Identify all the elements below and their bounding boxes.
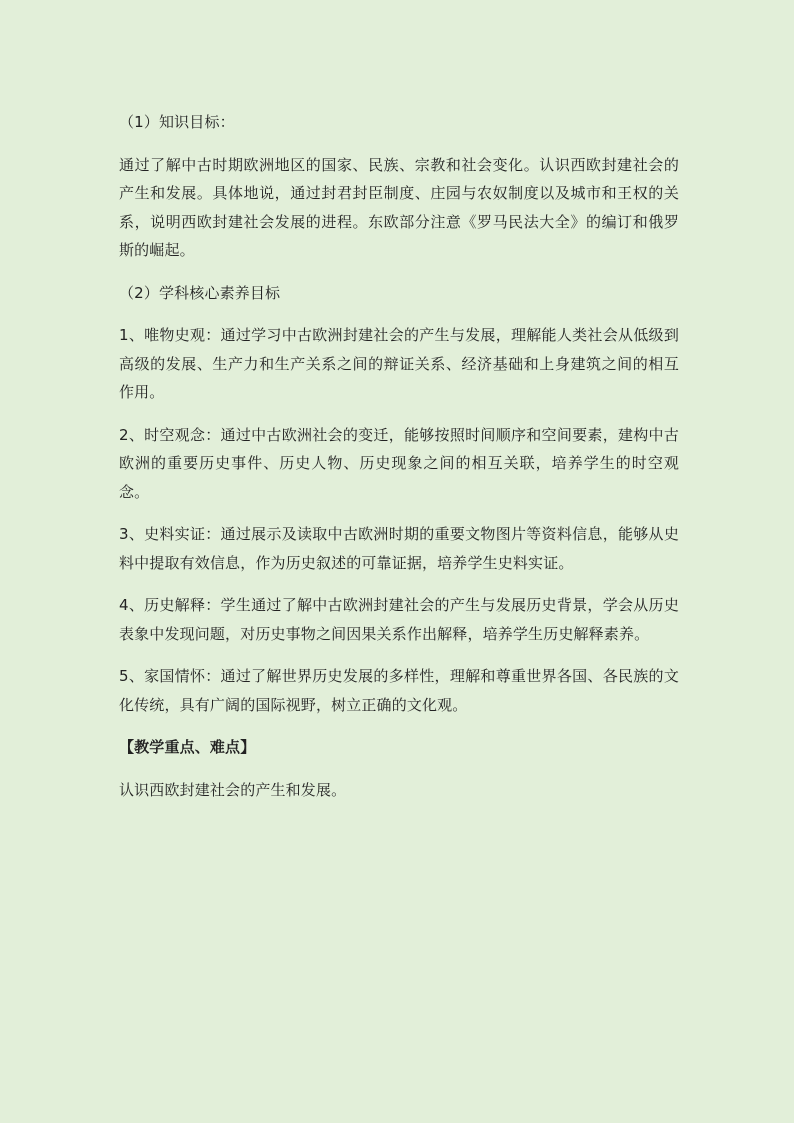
core-literacy-item-interpretation: 4、历史解释：学生通过了解中古欧洲封建社会的产生与发展历史背景，学会从历史表象中发现问题，对历史事物之间因果关系作出解释，培养学生历史解释素养。 <box>119 596 679 643</box>
key-points-text: 认识西欧封建社会的产生和发展。 <box>119 780 347 799</box>
knowledge-objective-text: 通过了解中古时期欧洲地区的国家、民族、宗教和社会变化。认识西欧封建社会的产生和发展。具体地说，通过封君封臣制度、庄园与农奴制度以及城市和王权的关系，说明西欧封建社会发展的进程。东欧部分注意《罗马民法大全》的编订和俄罗斯的崛起。 <box>119 155 679 259</box>
core-literacy-heading: （2）学科核心素养目标 <box>119 283 281 302</box>
document-page <box>119 108 679 804</box>
core-literacy-item-patriotism: 5、家国情怀：通过了解世界历史发展的多样性，理解和尊重世界各国、各民族的文化传统，具有广阔的国际视野，树立正确的文化观。 <box>119 667 679 714</box>
key-points-heading: 【教学重点、难点】 <box>119 738 256 756</box>
core-literacy-item-materialism: 1、唯物史观：通过学习中古欧洲封建社会的产生与发展，理解能人类社会从低级到高级的发展、生产力和生产关系之间的辩证关系、经济基础和上身建筑之间的相互作用。 <box>119 326 679 401</box>
core-literacy-item-time-space: 2、时空观念：通过中古欧洲社会的变迁，能够按照时间顺序和空间要素，建构中古欧洲的重要历史事件、历史人物、历史现象之间的相互关联，培养学生的时空观念。 <box>119 425 679 501</box>
core-literacy-item-evidence: 3、史料实证：通过展示及读取中古欧洲时期的重要文物图片等资料信息，能够从史料中提取有效信息，作为历史叙述的可靠证据，培养学生史料实证。 <box>119 525 679 572</box>
knowledge-objective-heading: （1）知识目标： <box>119 113 235 131</box>
